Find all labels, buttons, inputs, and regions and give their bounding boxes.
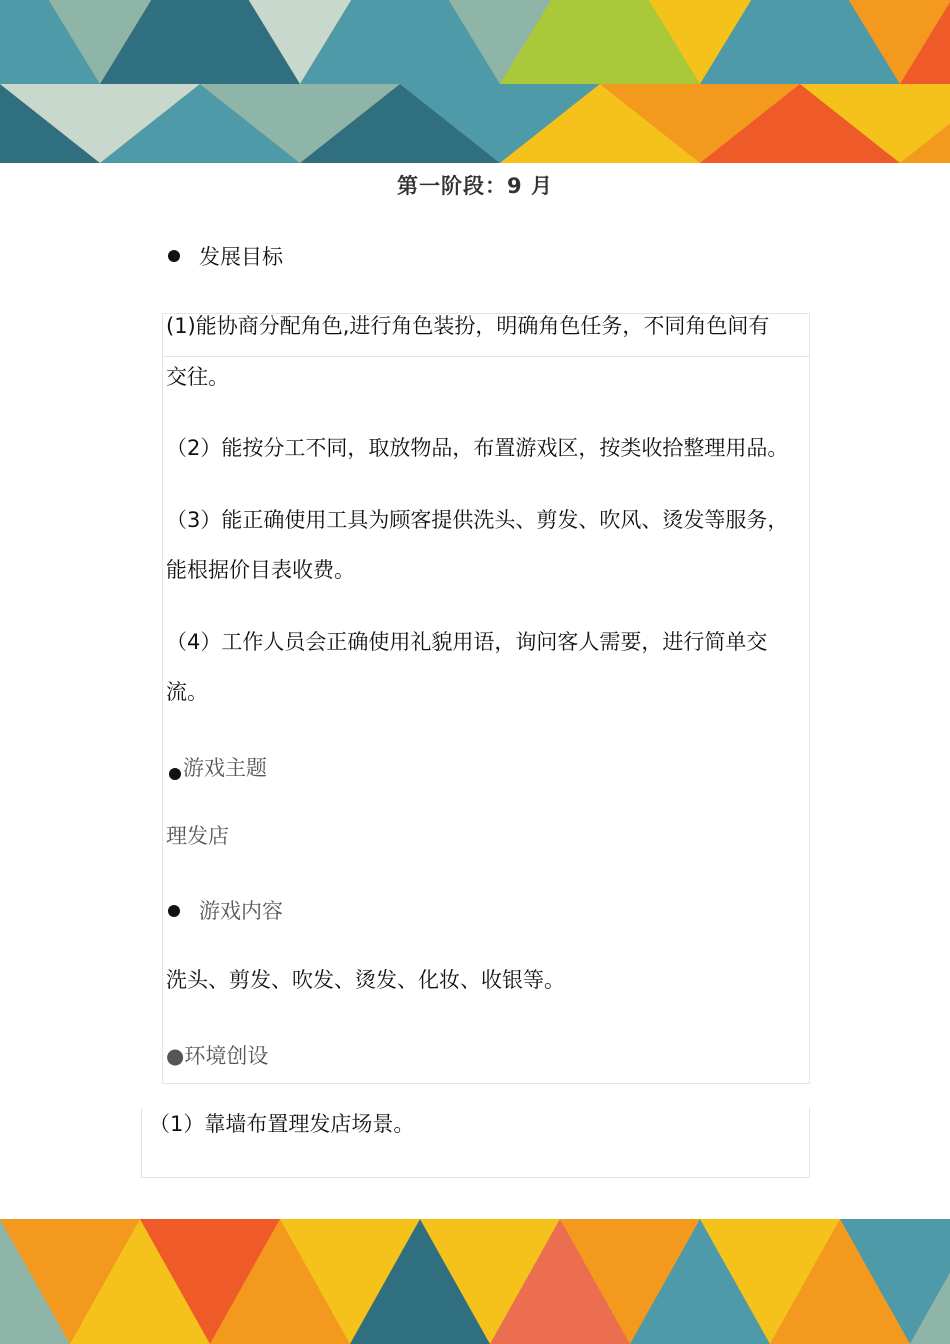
theme-heading: 游戏主题 bbox=[183, 756, 267, 780]
theme-value: 理发店 bbox=[166, 824, 229, 848]
bullet-dot bbox=[168, 250, 180, 262]
goal-3-line-2: 能根据价目表收费。 bbox=[166, 558, 355, 582]
bottom-triangle-banner bbox=[0, 1219, 950, 1344]
environment-heading: ●环境创设 bbox=[166, 1044, 269, 1068]
goals-heading: 发展目标 bbox=[199, 245, 283, 269]
content-heading: 游戏内容 bbox=[199, 899, 283, 923]
goal-3-line-1: （3）能正确使用工具为顾客提供洗头、剪发、吹风、烫发等服务， bbox=[166, 508, 789, 532]
environment-item-1: （1）靠墙布置理发店场景。 bbox=[149, 1112, 415, 1136]
bullet-dot bbox=[168, 905, 180, 917]
goal-2: （2）能按分工不同，取放物品，布置游戏区，按类收拾整理用品。 bbox=[166, 436, 789, 460]
content-value: 洗头、剪发、吹发、烫发、化妆、收银等。 bbox=[166, 968, 565, 992]
goal-1-line-1: (1)能协商分配角色,进行角色装扮，明确角色任务，不同角色间有 bbox=[166, 314, 770, 338]
goal-4-line-1: （4）工作人员会正确使用礼貌用语，询问客人需要，进行简单交 bbox=[166, 630, 768, 654]
page-title: 第一阶段：9 月 bbox=[397, 174, 553, 198]
goal-4-line-2: 流。 bbox=[166, 680, 208, 704]
triangle-pattern-top bbox=[0, 0, 950, 163]
top-triangle-banner bbox=[0, 0, 950, 163]
bullet-dot bbox=[169, 768, 181, 780]
goal-1-line-2: 交往。 bbox=[166, 365, 229, 389]
triangle-pattern-bottom bbox=[0, 1219, 950, 1344]
